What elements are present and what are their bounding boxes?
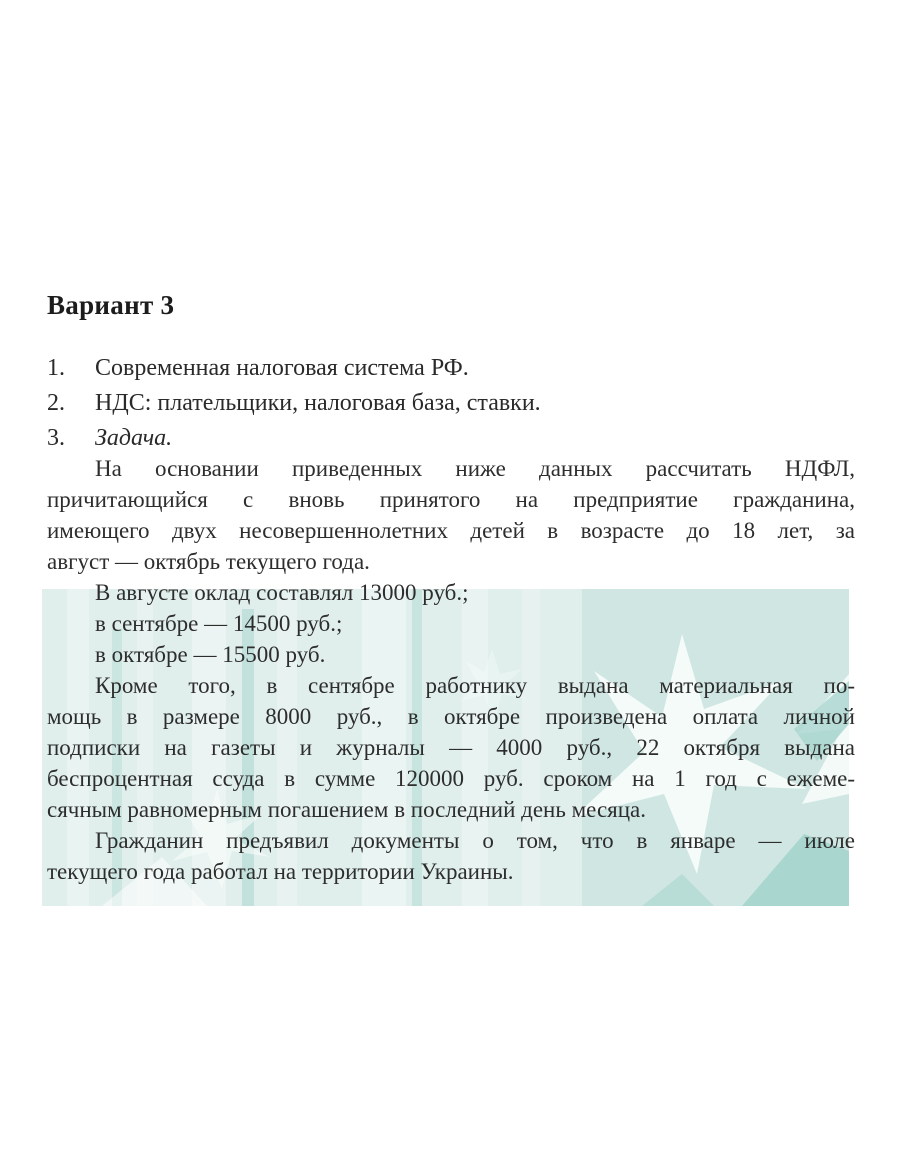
text-line: сячным равномерным погашением в последний день месяца. [47,797,646,822]
paragraph-salary-august [47,577,855,608]
text-line: Гражданин предъявил документы о том, что в январе — июле [95,828,855,853]
list-item-text: НДС: плательщики, налоговая база, ставки. [95,390,541,416]
text-line: беспроцентная ссуда в сумме 120000 руб. сроком на 1 год с ежеме- [47,766,855,791]
list-item [47,421,855,456]
page-title: Вариант 3 [47,290,175,320]
paragraphs [47,453,855,887]
text-line: в октябре — 15500 руб. [95,642,326,667]
list-item-number: 1. [47,355,65,381]
list-item-number: 2. [47,390,65,416]
list-item-number: 3. [47,425,65,451]
numbered-list [47,351,855,456]
paragraph-salary-october [47,639,855,670]
list-item [47,351,855,386]
text-line: причитающийся с вновь принятого на предприятие гражданина, [47,487,855,512]
paragraph-additional-payments [47,670,855,825]
text-line: мощь в размере 8000 руб., в октябре произведена оплата личной [47,704,855,729]
text-line: текущего года работал на территории Украины. [47,859,514,884]
text-line: Кроме того, в сентябре работнику выдана материальная по- [95,673,855,698]
text-line: имеющего двух несовершеннолетних детей в возрасте до 18 лет, за [47,518,855,543]
document-page [47,290,855,887]
list-item [47,386,855,421]
text-line: На основании приведенных ниже данных рассчитать НДФЛ, [95,456,855,481]
text-line: в сентябре — 14500 руб.; [95,611,343,636]
paragraph-citizen-documents [47,825,855,887]
text-line: В августе оклад составлял 13000 руб.; [95,580,469,605]
paragraph-salary-september [47,608,855,639]
list-item-text: Задача. [95,425,173,451]
list-item-text: Современная налоговая система РФ. [95,355,469,381]
text-line: подписки на газеты и журналы — 4000 руб., 22 октября выдана [47,735,855,760]
paragraph-task-intro [47,453,855,577]
text-line: август — октябрь текущего года. [47,549,370,574]
